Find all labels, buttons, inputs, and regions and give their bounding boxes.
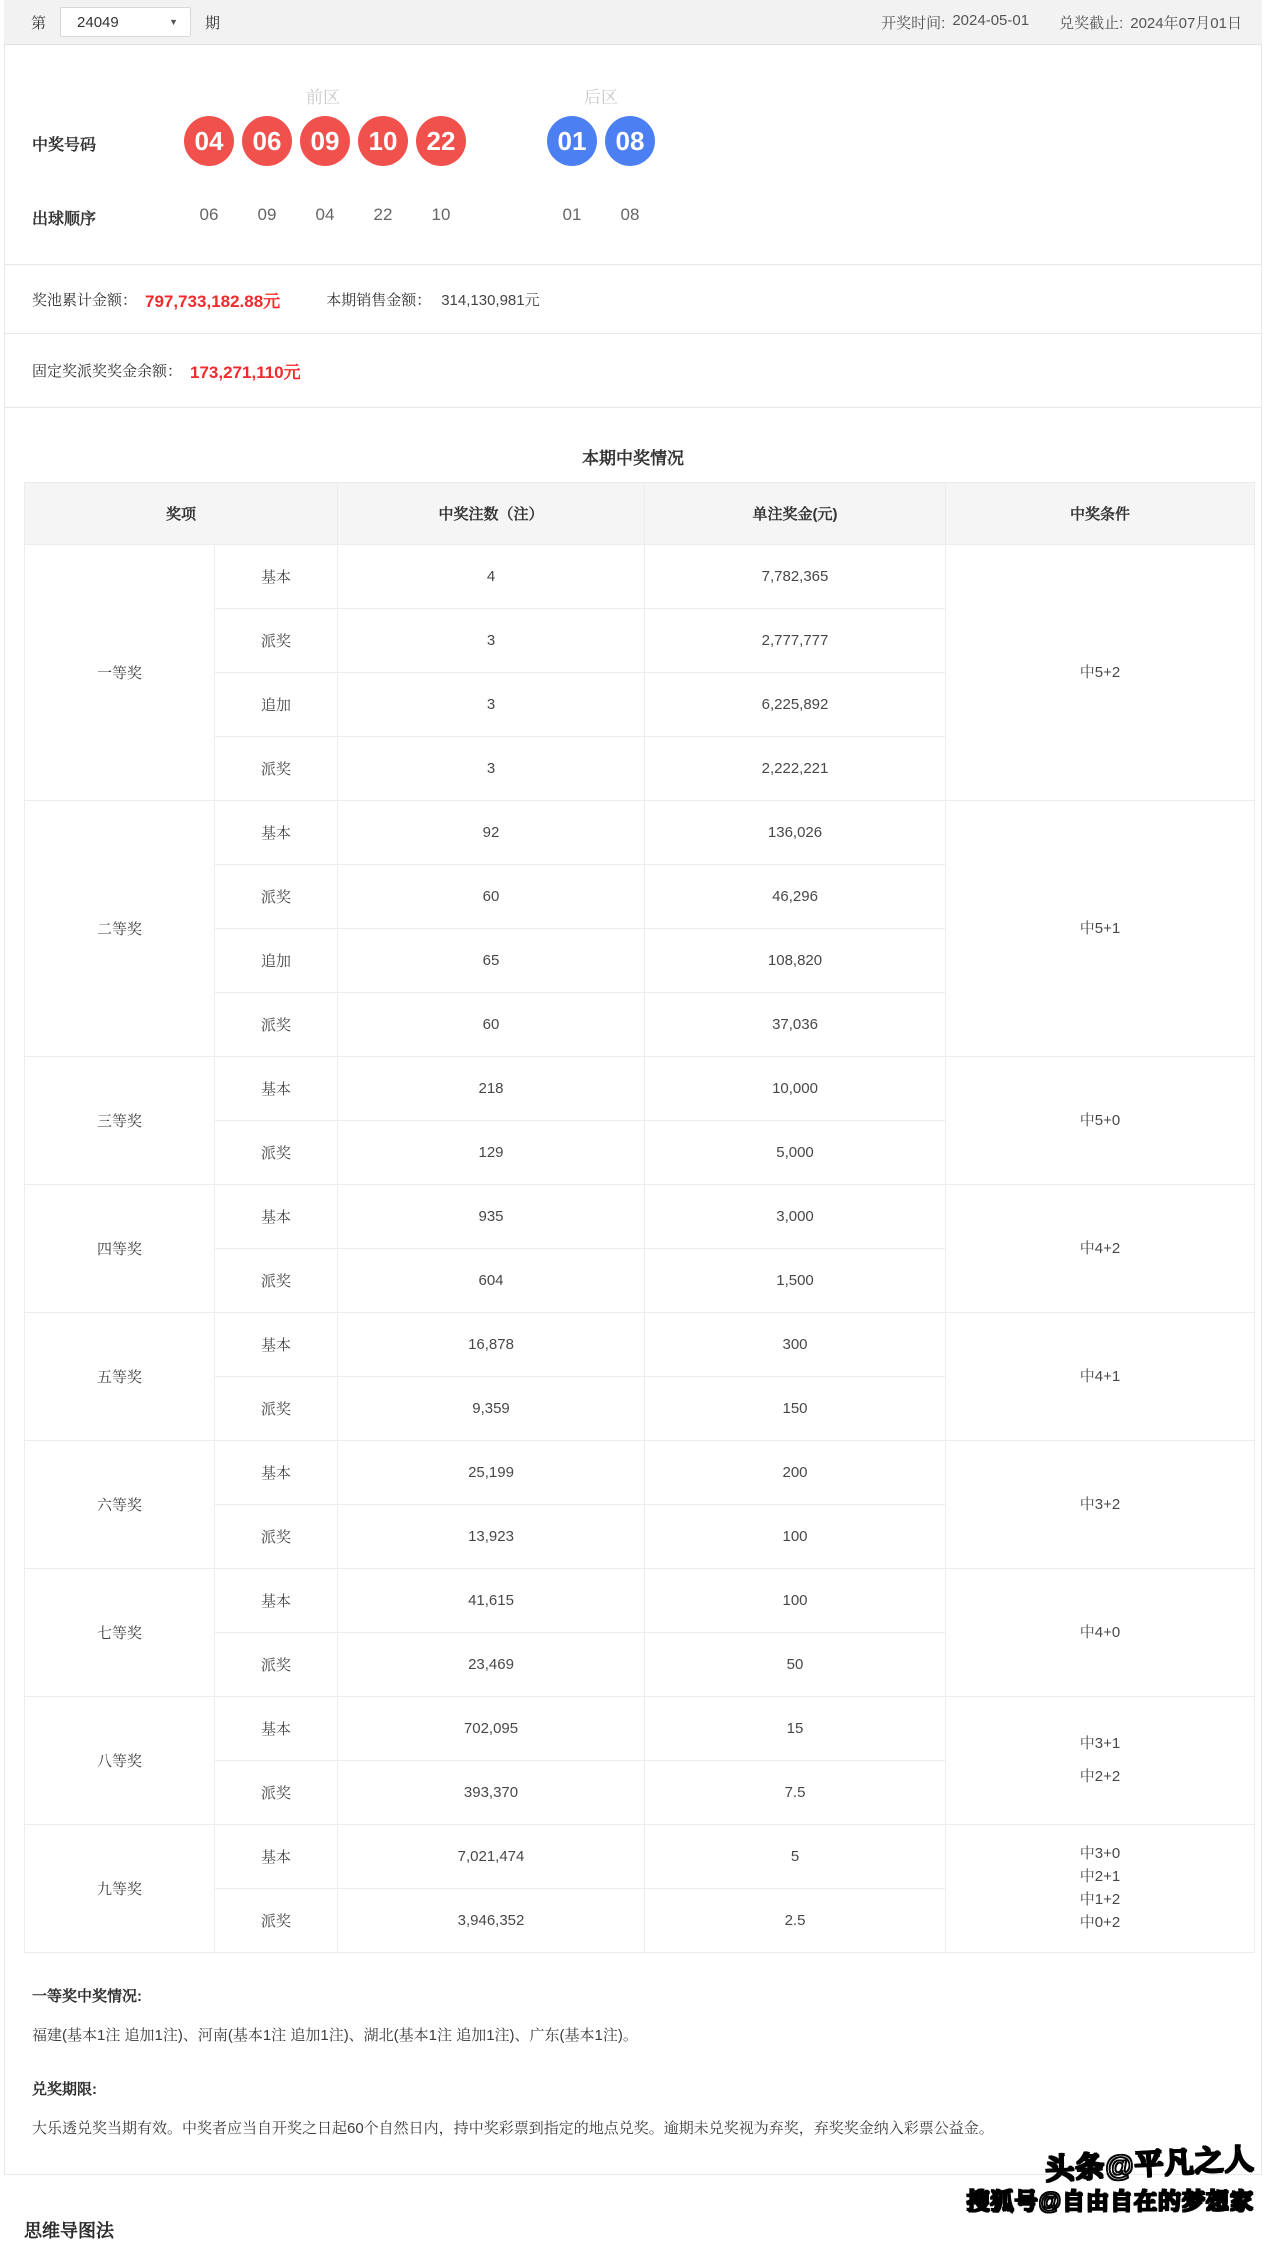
condition-cell bbox=[946, 1057, 1255, 1185]
winner-count-cell: 41,615 bbox=[338, 1569, 645, 1633]
table-row bbox=[25, 1185, 1255, 1249]
winner-count-cell: 16,878 bbox=[338, 1313, 645, 1377]
redeem-deadline-value: 2024年07月01日 bbox=[1130, 14, 1242, 32]
prize-type-cell: 基本 bbox=[215, 1697, 338, 1761]
prize-amount-cell: 100 bbox=[645, 1505, 946, 1569]
prize-type-cell: 基本 bbox=[215, 1441, 338, 1505]
condition-cell bbox=[946, 801, 1255, 1057]
winner-count-cell: 3 bbox=[338, 609, 645, 673]
redeem-note-title: 兑奖期限: bbox=[32, 2081, 97, 2098]
back-order-number: 08 bbox=[620, 205, 640, 224]
back-balls bbox=[547, 116, 655, 166]
winner-count-cell: 935 bbox=[338, 1185, 645, 1249]
prize-level-cell: 九等奖 bbox=[25, 1825, 215, 1953]
winner-count-cell: 25,199 bbox=[338, 1441, 645, 1505]
front-area-label: 前区 bbox=[306, 88, 340, 107]
winner-count-cell: 3,946,352 bbox=[338, 1889, 645, 1953]
draw-order-label: 出球顺序 bbox=[32, 211, 97, 228]
draw-time-value: 2024-05-01 bbox=[952, 11, 1030, 29]
watermark-line1: 头条@平凡之人 bbox=[1044, 2143, 1255, 2187]
mindmap-heading: 思维导图法 bbox=[24, 2221, 114, 2241]
back-order-number: 01 bbox=[562, 205, 582, 224]
prize-level-cell: 二等奖 bbox=[25, 801, 215, 1057]
winning-numbers-label: 中奖号码 bbox=[32, 137, 97, 154]
column-header: 奖项 bbox=[25, 483, 338, 545]
period-suffix: 期 bbox=[205, 14, 221, 32]
front-draw-order bbox=[184, 205, 466, 225]
winner-count-cell: 129 bbox=[338, 1121, 645, 1185]
watermark bbox=[967, 2144, 1254, 2216]
pool-section bbox=[5, 265, 1261, 334]
prize-type-cell: 基本 bbox=[215, 1825, 338, 1889]
condition-line: 中2+1 bbox=[1079, 1868, 1121, 1885]
winner-count-cell: 3 bbox=[338, 737, 645, 801]
jackpot-value: 797,733,182.88元 bbox=[145, 291, 281, 311]
condition-line: 中3+1 bbox=[1079, 1735, 1121, 1752]
prize-amount-cell: 5 bbox=[645, 1825, 946, 1889]
condition-cell bbox=[946, 545, 1255, 801]
front-order-number: 09 bbox=[257, 205, 277, 224]
period-prefix: 第 bbox=[31, 14, 47, 32]
winner-count-cell: 13,923 bbox=[338, 1505, 645, 1569]
prize-level-cell: 一等奖 bbox=[25, 545, 215, 801]
prize-type-cell: 派奖 bbox=[215, 1889, 338, 1953]
table-row bbox=[25, 545, 1255, 609]
prize-type-cell: 派奖 bbox=[215, 993, 338, 1057]
prize-type-cell: 派奖 bbox=[215, 865, 338, 929]
front-ball: 22 bbox=[416, 116, 466, 166]
prize-amount-cell: 136,026 bbox=[645, 801, 946, 865]
winner-count-cell: 7,021,474 bbox=[338, 1825, 645, 1889]
condition-cell bbox=[946, 1185, 1255, 1313]
prize-type-cell: 基本 bbox=[215, 1569, 338, 1633]
redeem-note-detail: 大乐透兑奖当期有效。中奖者应当自开奖之日起60个自然日内，持中奖彩票到指定的地点兑奖。逾期未兑奖视为弃奖，弃奖奖金纳入彩票公益金。 bbox=[32, 2120, 994, 2137]
condition-cell bbox=[946, 1441, 1255, 1569]
prize-type-cell: 基本 bbox=[215, 545, 338, 609]
prize-table-section bbox=[5, 408, 1261, 2174]
prize-level-cell: 五等奖 bbox=[25, 1313, 215, 1441]
jackpot-label: 奖池累计金额： bbox=[32, 291, 138, 309]
prize-amount-cell: 46,296 bbox=[645, 865, 946, 929]
condition-line: 中0+2 bbox=[1079, 1914, 1121, 1931]
prize-type-cell: 派奖 bbox=[215, 1377, 338, 1441]
first-prize-note-detail: 福建(基本1注 追加1注)、河南(基本1注 追加1注)、湖北(基本1注 追加1注)、广东(基本1注)。 bbox=[32, 2027, 638, 2044]
condition-line: 中5+0 bbox=[1079, 1111, 1121, 1129]
fixed-prize-label: 固定奖派奖奖金余额： bbox=[32, 363, 183, 380]
winner-count-cell: 393,370 bbox=[338, 1761, 645, 1825]
prize-level-cell: 七等奖 bbox=[25, 1569, 215, 1697]
prize-amount-cell: 15 bbox=[645, 1697, 946, 1761]
prize-amount-cell: 6,225,892 bbox=[645, 673, 946, 737]
front-balls bbox=[184, 116, 466, 166]
front-ball: 04 bbox=[184, 116, 234, 166]
prize-amount-cell: 2,777,777 bbox=[645, 609, 946, 673]
condition-cell bbox=[946, 1569, 1255, 1697]
first-prize-note-title: 一等奖中奖情况: bbox=[32, 1988, 142, 2005]
front-order-number: 22 bbox=[373, 205, 393, 224]
back-area-label: 后区 bbox=[584, 88, 618, 107]
prize-type-cell: 基本 bbox=[215, 801, 338, 865]
front-order-number: 04 bbox=[315, 205, 335, 224]
front-ball: 10 bbox=[358, 116, 408, 166]
condition-line: 中4+2 bbox=[1079, 1239, 1121, 1257]
back-ball: 01 bbox=[547, 116, 597, 166]
prize-level-cell: 六等奖 bbox=[25, 1441, 215, 1569]
winning-numbers-section bbox=[5, 45, 1261, 265]
winner-count-cell: 218 bbox=[338, 1057, 645, 1121]
prize-type-cell: 派奖 bbox=[215, 737, 338, 801]
column-header: 中奖注数（注） bbox=[338, 483, 645, 545]
prize-amount-cell: 7,782,365 bbox=[645, 545, 946, 609]
prize-amount-cell: 37,036 bbox=[645, 993, 946, 1057]
winner-count-cell: 702,095 bbox=[338, 1697, 645, 1761]
front-order-number: 06 bbox=[199, 205, 219, 224]
table-title: 本期中奖情况 bbox=[582, 449, 684, 468]
winner-count-cell: 4 bbox=[338, 545, 645, 609]
prize-type-cell: 派奖 bbox=[215, 1633, 338, 1697]
front-ball: 06 bbox=[242, 116, 292, 166]
sales-label: 本期销售金额： bbox=[326, 291, 432, 309]
winner-count-cell: 65 bbox=[338, 929, 645, 993]
prize-amount-cell: 7.5 bbox=[645, 1761, 946, 1825]
prize-amount-cell: 100 bbox=[645, 1569, 946, 1633]
prize-type-cell: 派奖 bbox=[215, 1249, 338, 1313]
prize-type-cell: 基本 bbox=[215, 1057, 338, 1121]
prize-type-cell: 派奖 bbox=[215, 1761, 338, 1825]
condition-line: 中4+0 bbox=[1079, 1623, 1121, 1641]
prize-type-cell: 派奖 bbox=[215, 609, 338, 673]
prize-amount-cell: 108,820 bbox=[645, 929, 946, 993]
fixed-prize-value: 173,271,110元 bbox=[190, 363, 301, 382]
chevron-down-icon: ▼ bbox=[169, 17, 179, 27]
prize-type-cell: 基本 bbox=[215, 1185, 338, 1249]
prize-type-cell: 派奖 bbox=[215, 1505, 338, 1569]
prize-level-cell: 三等奖 bbox=[25, 1057, 215, 1185]
main-panel bbox=[4, 45, 1262, 2175]
fixed-prize-section bbox=[5, 334, 1261, 408]
winner-count-cell: 3 bbox=[338, 673, 645, 737]
prize-type-cell: 追加 bbox=[215, 929, 338, 993]
prize-table bbox=[24, 482, 1255, 1953]
prize-amount-cell: 5,000 bbox=[645, 1121, 946, 1185]
prize-type-cell: 追加 bbox=[215, 673, 338, 737]
prize-level-cell: 四等奖 bbox=[25, 1185, 215, 1313]
draw-time-label: 开奖时间: bbox=[881, 14, 946, 32]
winner-count-cell: 604 bbox=[338, 1249, 645, 1313]
condition-cell bbox=[946, 1697, 1255, 1825]
period-select[interactable] bbox=[60, 7, 191, 37]
condition-line: 中3+2 bbox=[1079, 1495, 1121, 1513]
condition-line: 中3+0 bbox=[1079, 1845, 1121, 1862]
watermark-line2: 搜狐号@自由自在的梦想家 bbox=[966, 2188, 1254, 2214]
winner-count-cell: 9,359 bbox=[338, 1377, 645, 1441]
prize-amount-cell: 1,500 bbox=[645, 1249, 946, 1313]
prize-amount-cell: 2,222,221 bbox=[645, 737, 946, 801]
sales-value: 314,130,981元 bbox=[441, 291, 540, 309]
prize-amount-cell: 150 bbox=[645, 1377, 946, 1441]
condition-line: 中2+2 bbox=[1079, 1768, 1121, 1785]
front-ball: 09 bbox=[300, 116, 350, 166]
column-header: 中奖条件 bbox=[946, 483, 1255, 545]
table-row bbox=[25, 1825, 1255, 1889]
table-row bbox=[25, 1057, 1255, 1121]
table-row bbox=[25, 1313, 1255, 1377]
period-select-value: 24049 bbox=[77, 13, 119, 31]
front-order-number: 10 bbox=[431, 205, 451, 224]
prize-amount-cell: 3,000 bbox=[645, 1185, 946, 1249]
table-row bbox=[25, 1569, 1255, 1633]
prize-amount-cell: 10,000 bbox=[645, 1057, 946, 1121]
condition-line: 中5+2 bbox=[1079, 663, 1121, 681]
prize-type-cell: 派奖 bbox=[215, 1121, 338, 1185]
winner-count-cell: 60 bbox=[338, 993, 645, 1057]
winner-count-cell: 60 bbox=[338, 865, 645, 929]
back-draw-order bbox=[547, 205, 655, 225]
condition-cell bbox=[946, 1825, 1255, 1953]
back-ball: 08 bbox=[605, 116, 655, 166]
prize-amount-cell: 200 bbox=[645, 1441, 946, 1505]
notes bbox=[32, 1985, 1261, 2138]
prize-amount-cell: 50 bbox=[645, 1633, 946, 1697]
prize-level-cell: 八等奖 bbox=[25, 1697, 215, 1825]
prize-amount-cell: 2.5 bbox=[645, 1889, 946, 1953]
prize-amount-cell: 300 bbox=[645, 1313, 946, 1377]
winner-count-cell: 23,469 bbox=[338, 1633, 645, 1697]
table-row bbox=[25, 1441, 1255, 1505]
prize-type-cell: 基本 bbox=[215, 1313, 338, 1377]
condition-line: 中4+1 bbox=[1079, 1367, 1121, 1385]
condition-cell bbox=[946, 1313, 1255, 1441]
table-row bbox=[25, 1697, 1255, 1761]
winner-count-cell: 92 bbox=[338, 801, 645, 865]
topbar bbox=[4, 0, 1262, 45]
draw-info bbox=[881, 12, 1242, 33]
condition-line: 中1+2 bbox=[1079, 1891, 1121, 1908]
column-header: 单注奖金(元) bbox=[645, 483, 946, 545]
redeem-deadline-label: 兑奖截止: bbox=[1059, 14, 1124, 32]
table-row bbox=[25, 801, 1255, 865]
condition-line: 中5+1 bbox=[1079, 919, 1121, 937]
